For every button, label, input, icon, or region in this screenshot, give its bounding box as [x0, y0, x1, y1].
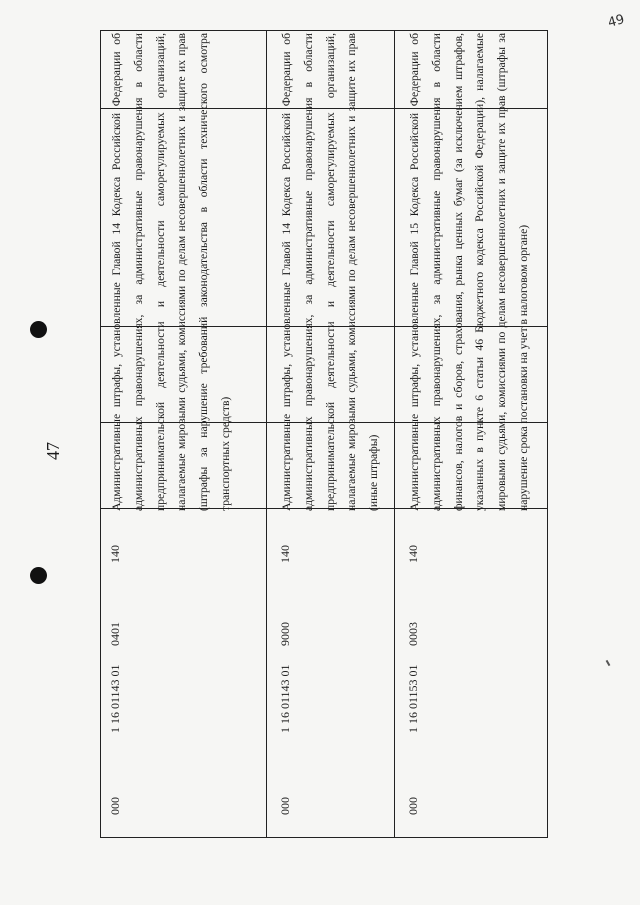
scan-speck [606, 660, 611, 666]
row-2-admin-code: 000 [278, 797, 292, 815]
row-2-ku-code: 140 [278, 545, 292, 563]
row-1-kbk-code: 1 16 01143 01 [108, 664, 122, 733]
punch-hole-icon [30, 567, 47, 584]
row-1-admin-code: 000 [108, 797, 122, 815]
row-3-ku-code: 140 [406, 545, 420, 563]
row-3-admin-code: 000 [406, 797, 420, 815]
row-1-description: Административные штрафы, установленные Главой 14 Кодекса Российской Федерации об административных правонарушениях, за административные правонарушения в области предпринимательской деятельности и деятельности саморегулируемых организаций, налагаемые мировыми судьями, комиссиями по делам несовершеннолетних и защите их прав (штрафы за нарушение требований законодательства в области технического осмотра транспортных средств) [110, 33, 232, 511]
punch-hole-icon [30, 321, 47, 338]
row-2-description: Административные штрафы, установленные Главой 14 Кодекса Российской Федерации об административных правонарушениях, за административные правонарушения в области предпринимательской деятельности и деятельности саморегулируемых организаций, налагаемые мировыми судьями, комиссиями по делам несовершеннолетних и защите их прав (иные штрафы) [280, 33, 381, 511]
row-3-description: Административные штрафы, установленные Главой 15 Кодекса Российской Федерации об административных правонарушениях, за административные правонарушения в области финансов, налогов и сборов, страхования, рынка ценных бумаг (за исключением штрафов, указанных в пункте 6 статьи 46 Бюджетного кодекса Российской Федерации), налагаемые мировыми судьями, комиссиями по делам несовершеннолетних и защите их прав (штрафы за нарушение срока постановки на учет в налоговом органе) [408, 33, 530, 511]
page-number: 47 [43, 442, 63, 460]
handwritten-page-mark: 49 [606, 12, 627, 31]
row-divider [266, 30, 267, 838]
row-1-sub-code: 0401 [108, 622, 122, 646]
row-2-sub-code: 9000 [278, 622, 292, 646]
row-2-kbk-code: 1 16 01143 01 [278, 664, 292, 733]
row-3-sub-code: 0003 [406, 622, 420, 646]
row-1-ku-code: 140 [108, 545, 122, 563]
row-divider [394, 30, 395, 838]
row-3-kbk-code: 1 16 01153 01 [406, 664, 420, 733]
